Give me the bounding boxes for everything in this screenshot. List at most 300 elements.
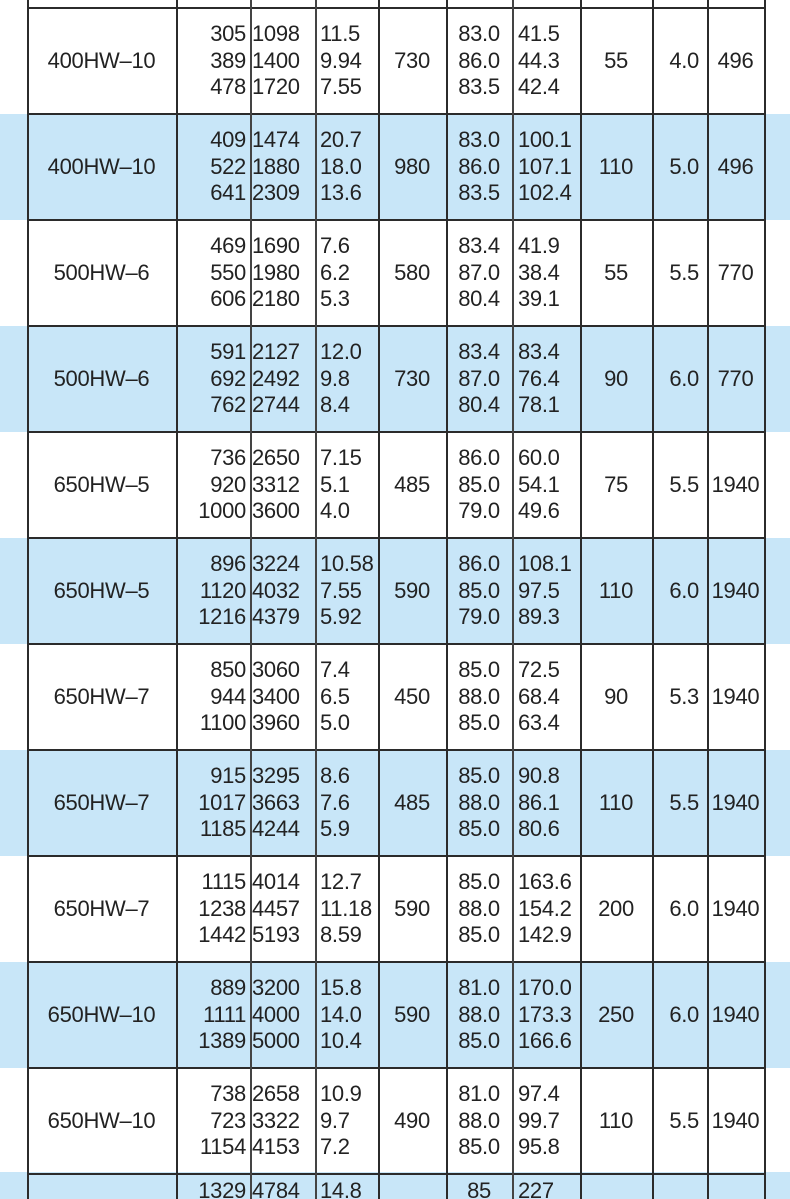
model-cell-value: 650HW–5 xyxy=(53,577,150,603)
flow-ls-cell-value: 1185 xyxy=(199,816,246,842)
shaft-power-cell-value: 99.7 xyxy=(518,1107,560,1133)
flow-m3h-cell xyxy=(250,8,314,114)
weight-cell xyxy=(707,8,764,114)
speed-cell xyxy=(378,432,446,538)
shaft-power-cell-value: 83.4 xyxy=(518,339,560,365)
shaft-power-cell-value: 107.1 xyxy=(518,153,572,179)
flow-ls-cell xyxy=(176,644,250,750)
column-divider xyxy=(652,0,654,1199)
flow-m3h-cell-value: 3400 xyxy=(252,683,300,709)
flow-m3h-cell xyxy=(250,962,314,1068)
head-cell xyxy=(316,750,378,856)
efficiency-cell-value: 83.4 xyxy=(458,339,500,365)
efficiency-cell-value: 87.0 xyxy=(458,259,500,285)
flow-m3h-cell-value: 1098 xyxy=(252,21,300,47)
flow-ls-cell-value: 762 xyxy=(210,392,246,418)
npsh-cell-value: 5.5 xyxy=(669,789,699,815)
weight-cell xyxy=(707,538,764,644)
speed-cell-value: 980 xyxy=(394,153,430,179)
shaft-power-cell-value: 163.6 xyxy=(518,869,572,895)
flow-m3h-cell-value: 3600 xyxy=(252,498,300,524)
efficiency-cell-value: 85.0 xyxy=(458,869,500,895)
shaft-power-cell xyxy=(512,750,580,856)
flow-m3h-cell-value: 3060 xyxy=(252,657,300,683)
npsh-cell-value: 6.0 xyxy=(669,1001,699,1027)
head-cell xyxy=(316,644,378,750)
flow-ls-cell-value: 1000 xyxy=(198,498,246,524)
npsh-cell xyxy=(652,962,707,1068)
efficiency-cell-value: 81.0 xyxy=(458,975,500,1001)
head-cell-value: 5.1 xyxy=(320,471,350,497)
column-divider xyxy=(378,0,380,1199)
model-cell-value: 400HW–10 xyxy=(47,153,156,179)
efficiency-cell-value: 79.0 xyxy=(458,498,500,524)
row-divider xyxy=(27,1173,765,1175)
flow-ls-cell-value: 409 xyxy=(210,127,246,153)
flow-m3h-cell-value: 2744 xyxy=(252,392,300,418)
partial-value: 1329 xyxy=(198,1178,246,1199)
motor-power-cell xyxy=(580,114,652,220)
npsh-cell xyxy=(652,750,707,856)
efficiency-cell-value: 83.0 xyxy=(458,127,500,153)
efficiency-cell-value: 86.0 xyxy=(458,47,500,73)
partial-efficiency-cell xyxy=(446,1172,512,1199)
flow-ls-cell xyxy=(176,1068,250,1174)
head-cell-value: 15.8 xyxy=(320,975,362,1001)
flow-ls-cell-value: 738 xyxy=(210,1081,246,1107)
head-cell-value: 12.7 xyxy=(320,869,362,895)
npsh-cell xyxy=(652,8,707,114)
column-divider xyxy=(580,0,582,1199)
speed-cell xyxy=(378,1068,446,1174)
model-cell xyxy=(27,432,176,538)
flow-m3h-cell-value: 2658 xyxy=(252,1081,300,1107)
efficiency-cell xyxy=(446,8,512,114)
shaft-power-cell xyxy=(512,326,580,432)
flow-m3h-cell-value: 2180 xyxy=(252,286,300,312)
shaft-power-cell-value: 97.4 xyxy=(518,1081,560,1107)
npsh-cell-value: 6.0 xyxy=(669,895,699,921)
table-row xyxy=(0,856,790,962)
flow-m3h-cell-value: 3322 xyxy=(252,1107,300,1133)
efficiency-cell-value: 80.4 xyxy=(458,286,500,312)
model-cell xyxy=(27,856,176,962)
flow-ls-cell-value: 591 xyxy=(210,339,246,365)
row-divider xyxy=(27,749,765,751)
weight-cell-value: 1940 xyxy=(711,1107,760,1133)
shaft-power-cell xyxy=(512,538,580,644)
motor-power-cell xyxy=(580,750,652,856)
model-cell-value: 400HW–10 xyxy=(47,47,156,73)
flow-m3h-cell-value: 5000 xyxy=(252,1028,300,1054)
efficiency-cell xyxy=(446,538,512,644)
efficiency-cell-value: 88.0 xyxy=(458,683,500,709)
flow-ls-cell-value: 641 xyxy=(210,180,246,206)
head-cell-value: 5.92 xyxy=(320,604,362,630)
motor-power-cell xyxy=(580,856,652,962)
shaft-power-cell-value: 54.1 xyxy=(518,471,560,497)
motor-power-cell xyxy=(580,538,652,644)
flow-m3h-cell-value: 2650 xyxy=(252,445,300,471)
head-cell-value: 7.6 xyxy=(320,789,350,815)
model-cell-value: 650HW–10 xyxy=(47,1107,156,1133)
model-cell-value: 500HW–6 xyxy=(53,365,150,391)
motor-power-cell-value: 110 xyxy=(598,153,634,179)
speed-cell xyxy=(378,856,446,962)
flow-m3h-cell-value: 1980 xyxy=(252,259,300,285)
weight-cell xyxy=(707,326,764,432)
model-cell xyxy=(27,326,176,432)
head-cell-value: 9.94 xyxy=(320,47,362,73)
flow-ls-cell-value: 920 xyxy=(210,471,246,497)
shaft-power-cell-value: 166.6 xyxy=(518,1028,572,1054)
head-cell-value: 5.3 xyxy=(320,286,350,312)
model-cell-value: 650HW–7 xyxy=(53,683,150,709)
table-row xyxy=(0,1068,790,1174)
efficiency-cell-value: 83.5 xyxy=(458,74,500,100)
table-row xyxy=(0,220,790,326)
efficiency-cell-value: 79.0 xyxy=(458,604,500,630)
partial-flow-ls-cell xyxy=(176,1172,250,1199)
shaft-power-cell-value: 95.8 xyxy=(518,1134,560,1160)
flow-m3h-cell-value: 2492 xyxy=(252,365,300,391)
row-divider xyxy=(27,537,765,539)
shaft-power-cell-value: 86.1 xyxy=(518,789,560,815)
head-cell-value: 7.55 xyxy=(320,74,362,100)
shaft-power-cell-value: 39.1 xyxy=(518,286,560,312)
shaft-power-cell-value: 44.3 xyxy=(518,47,560,73)
flow-m3h-cell-value: 3295 xyxy=(252,763,300,789)
head-cell xyxy=(316,856,378,962)
head-cell-value: 7.4 xyxy=(320,657,350,683)
flow-m3h-cell-value: 4032 xyxy=(252,577,300,603)
efficiency-cell-value: 85.0 xyxy=(458,1134,500,1160)
flow-ls-cell xyxy=(176,962,250,1068)
npsh-cell xyxy=(652,538,707,644)
row-divider xyxy=(27,431,765,433)
head-cell-value: 7.2 xyxy=(320,1134,350,1160)
flow-ls-cell-value: 1216 xyxy=(198,604,246,630)
flow-m3h-cell-value: 1400 xyxy=(252,47,300,73)
shaft-power-cell-value: 49.6 xyxy=(518,498,560,524)
shaft-power-cell-value: 41.5 xyxy=(518,21,560,47)
npsh-cell xyxy=(652,856,707,962)
motor-power-cell xyxy=(580,326,652,432)
column-divider xyxy=(707,0,709,1199)
flow-ls-cell-value: 1389 xyxy=(198,1028,246,1054)
column-divider xyxy=(176,0,178,1199)
head-cell-value: 18.0 xyxy=(320,153,362,179)
head-cell-value: 5.0 xyxy=(320,710,350,736)
shaft-power-cell xyxy=(512,1068,580,1174)
shaft-power-cell-value: 142.9 xyxy=(518,922,572,948)
shaft-power-cell-value: 89.3 xyxy=(518,604,560,630)
shaft-power-cell-value: 90.8 xyxy=(518,763,560,789)
flow-ls-cell-value: 736 xyxy=(210,445,246,471)
efficiency-cell-value: 85.0 xyxy=(458,763,500,789)
shaft-power-cell-value: 42.4 xyxy=(518,74,560,100)
weight-cell-value: 770 xyxy=(717,365,754,391)
head-cell-value: 11.5 xyxy=(320,21,360,47)
npsh-cell-value: 5.5 xyxy=(669,259,699,285)
efficiency-cell-value: 85.0 xyxy=(458,1028,500,1054)
motor-power-cell-value: 55 xyxy=(604,47,628,73)
flow-ls-cell-value: 1100 xyxy=(199,710,246,736)
flow-ls-cell xyxy=(176,220,250,326)
weight-cell xyxy=(707,432,764,538)
npsh-cell xyxy=(652,644,707,750)
head-cell-value: 10.4 xyxy=(320,1028,362,1054)
flow-ls-cell-value: 850 xyxy=(210,657,246,683)
motor-power-cell-value: 200 xyxy=(598,895,634,921)
motor-power-cell-value: 110 xyxy=(598,789,634,815)
flow-ls-cell xyxy=(176,856,250,962)
table-row xyxy=(0,644,790,750)
table-row xyxy=(0,750,790,856)
efficiency-cell-value: 85.0 xyxy=(458,922,500,948)
flow-ls-cell-value: 305 xyxy=(210,21,246,47)
flow-m3h-cell-value: 3312 xyxy=(252,471,300,497)
model-cell xyxy=(27,644,176,750)
head-cell-value: 7.55 xyxy=(320,577,362,603)
efficiency-cell xyxy=(446,750,512,856)
head-cell-value: 7.6 xyxy=(320,233,350,259)
efficiency-cell-value: 83.4 xyxy=(458,233,500,259)
row-divider xyxy=(27,219,765,221)
shaft-power-cell xyxy=(512,432,580,538)
speed-cell-value: 490 xyxy=(394,1107,430,1133)
shaft-power-cell xyxy=(512,8,580,114)
flow-m3h-cell-value: 3663 xyxy=(252,789,300,815)
speed-cell xyxy=(378,750,446,856)
efficiency-cell xyxy=(446,856,512,962)
partial-flow-m3h-cell xyxy=(250,1172,314,1199)
speed-cell xyxy=(378,962,446,1068)
shaft-power-cell xyxy=(512,220,580,326)
npsh-cell-value: 5.5 xyxy=(669,1107,699,1133)
efficiency-cell-value: 88.0 xyxy=(458,895,500,921)
speed-cell-value: 590 xyxy=(394,577,430,603)
head-cell-value: 8.4 xyxy=(320,392,350,418)
head-cell xyxy=(316,8,378,114)
speed-cell-value: 730 xyxy=(394,47,430,73)
model-cell xyxy=(27,538,176,644)
head-cell xyxy=(316,114,378,220)
shaft-power-cell xyxy=(512,962,580,1068)
npsh-cell-value: 5.0 xyxy=(669,153,699,179)
shaft-power-cell-value: 41.9 xyxy=(518,233,560,259)
partial-head-cell xyxy=(316,1172,378,1199)
efficiency-cell-value: 86.0 xyxy=(458,445,500,471)
partial-value: 14.8 xyxy=(320,1178,362,1199)
flow-m3h-cell xyxy=(250,644,314,750)
npsh-cell xyxy=(652,432,707,538)
motor-power-cell-value: 110 xyxy=(598,577,634,603)
weight-cell-value: 1940 xyxy=(711,789,760,815)
row-divider xyxy=(27,7,765,9)
table-row xyxy=(0,962,790,1068)
shaft-power-cell-value: 108.1 xyxy=(518,551,572,577)
flow-ls-cell-value: 1238 xyxy=(198,895,246,921)
motor-power-cell xyxy=(580,644,652,750)
flow-ls-cell-value: 915 xyxy=(210,763,246,789)
row-divider xyxy=(27,1067,765,1069)
flow-ls-cell-value: 1442 xyxy=(198,922,246,948)
weight-cell-value: 1940 xyxy=(711,683,760,709)
npsh-cell xyxy=(652,1068,707,1174)
flow-ls-cell-value: 522 xyxy=(210,153,246,179)
efficiency-cell-value: 86.0 xyxy=(458,153,500,179)
efficiency-cell-value: 85.0 xyxy=(458,816,500,842)
npsh-cell-value: 4.0 xyxy=(669,47,699,73)
column-divider xyxy=(764,0,766,1199)
npsh-cell-value: 6.0 xyxy=(669,365,699,391)
efficiency-cell xyxy=(446,644,512,750)
motor-power-cell xyxy=(580,1068,652,1174)
flow-ls-cell-value: 1154 xyxy=(199,1134,246,1160)
speed-cell xyxy=(378,644,446,750)
table-row xyxy=(0,8,790,114)
weight-cell-value: 1940 xyxy=(711,471,760,497)
speed-cell-value: 485 xyxy=(394,471,430,497)
shaft-power-cell-value: 72.5 xyxy=(518,657,560,683)
flow-ls-cell xyxy=(176,432,250,538)
shaft-power-cell xyxy=(512,644,580,750)
head-cell xyxy=(316,220,378,326)
head-cell-value: 9.8 xyxy=(320,365,350,391)
flow-m3h-cell xyxy=(250,750,314,856)
head-cell xyxy=(316,962,378,1068)
flow-m3h-cell-value: 4457 xyxy=(252,895,300,921)
flow-ls-cell-value: 469 xyxy=(210,233,246,259)
shaft-power-cell-value: 38.4 xyxy=(518,259,560,285)
table-row xyxy=(0,114,790,220)
flow-m3h-cell-value: 5193 xyxy=(252,922,300,948)
head-cell-value: 20.7 xyxy=(320,127,362,153)
speed-cell-value: 730 xyxy=(394,365,430,391)
npsh-cell xyxy=(652,220,707,326)
head-cell-value: 8.59 xyxy=(320,922,362,948)
flow-m3h-cell xyxy=(250,114,314,220)
flow-ls-cell-value: 889 xyxy=(210,975,246,1001)
efficiency-cell-value: 85.0 xyxy=(458,657,500,683)
efficiency-cell xyxy=(446,326,512,432)
shaft-power-cell-value: 76.4 xyxy=(518,365,560,391)
flow-m3h-cell-value: 1690 xyxy=(252,233,300,259)
row-divider xyxy=(27,113,765,115)
model-cell xyxy=(27,220,176,326)
flow-ls-cell-value: 1115 xyxy=(201,869,246,895)
head-cell-value: 8.6 xyxy=(320,763,350,789)
table-row xyxy=(0,432,790,538)
weight-cell xyxy=(707,114,764,220)
efficiency-cell xyxy=(446,1068,512,1174)
head-cell xyxy=(316,326,378,432)
model-cell xyxy=(27,962,176,1068)
shaft-power-cell-value: 80.6 xyxy=(518,816,560,842)
efficiency-cell-value: 88.0 xyxy=(458,1107,500,1133)
shaft-power-cell-value: 154.2 xyxy=(518,895,572,921)
partial-value: 4784 xyxy=(252,1178,300,1199)
flow-m3h-cell-value: 4379 xyxy=(252,604,300,630)
flow-ls-cell xyxy=(176,326,250,432)
flow-ls-cell xyxy=(176,8,250,114)
table-row-partial xyxy=(0,1172,790,1199)
npsh-cell-value: 6.0 xyxy=(669,577,699,603)
npsh-cell-value: 5.3 xyxy=(669,683,699,709)
shaft-power-cell-value: 63.4 xyxy=(518,710,560,736)
column-divider xyxy=(250,0,252,1199)
flow-ls-cell-value: 896 xyxy=(210,551,246,577)
flow-ls-cell xyxy=(176,538,250,644)
flow-ls-cell xyxy=(176,114,250,220)
weight-cell-value: 496 xyxy=(717,47,754,73)
efficiency-cell-value: 85.0 xyxy=(458,577,500,603)
flow-m3h-cell-value: 3200 xyxy=(252,975,300,1001)
head-cell-value: 10.9 xyxy=(320,1081,362,1107)
flow-ls-cell xyxy=(176,750,250,856)
flow-ls-cell-value: 1111 xyxy=(203,1001,246,1027)
column-divider xyxy=(512,0,514,1199)
npsh-cell xyxy=(652,326,707,432)
weight-cell xyxy=(707,750,764,856)
efficiency-cell xyxy=(446,220,512,326)
head-cell-value: 6.2 xyxy=(320,259,350,285)
weight-cell xyxy=(707,644,764,750)
motor-power-cell-value: 90 xyxy=(604,683,628,709)
head-cell-value: 5.9 xyxy=(320,816,350,842)
speed-cell xyxy=(378,326,446,432)
flow-ls-cell-value: 478 xyxy=(210,74,246,100)
flow-ls-cell-value: 550 xyxy=(210,259,246,285)
motor-power-cell-value: 250 xyxy=(598,1001,634,1027)
weight-cell-value: 496 xyxy=(717,153,754,179)
head-cell-value: 14.0 xyxy=(320,1001,362,1027)
flow-m3h-cell xyxy=(250,432,314,538)
head-cell-value: 10.58 xyxy=(320,551,374,577)
column-divider xyxy=(446,0,448,1199)
flow-m3h-cell xyxy=(250,1068,314,1174)
shaft-power-cell-value: 68.4 xyxy=(518,683,560,709)
flow-m3h-cell-value: 2127 xyxy=(252,339,300,365)
partial-shaft-power-cell xyxy=(512,1172,580,1199)
model-cell xyxy=(27,114,176,220)
shaft-power-cell-value: 102.4 xyxy=(518,180,572,206)
flow-m3h-cell-value: 4014 xyxy=(252,869,300,895)
partial-value: 85 xyxy=(467,1178,491,1199)
motor-power-cell xyxy=(580,962,652,1068)
motor-power-cell-value: 55 xyxy=(604,259,628,285)
efficiency-cell xyxy=(446,114,512,220)
head-cell-value: 6.5 xyxy=(320,683,350,709)
model-cell-value: 650HW–7 xyxy=(53,789,150,815)
shaft-power-cell-value: 100.1 xyxy=(518,127,572,153)
motor-power-cell xyxy=(580,8,652,114)
efficiency-cell-value: 83.5 xyxy=(458,180,500,206)
shaft-power-cell-value: 60.0 xyxy=(518,445,560,471)
table-row xyxy=(0,326,790,432)
shaft-power-cell-value: 170.0 xyxy=(518,975,572,1001)
efficiency-cell-value: 83.0 xyxy=(458,21,500,47)
efficiency-cell-value: 80.4 xyxy=(458,392,500,418)
flow-ls-cell-value: 1120 xyxy=(199,577,246,603)
head-cell xyxy=(316,432,378,538)
model-cell xyxy=(27,8,176,114)
speed-cell-value: 485 xyxy=(394,789,430,815)
model-cell xyxy=(27,1068,176,1174)
flow-m3h-cell-value: 1880 xyxy=(252,153,300,179)
speed-cell-value: 590 xyxy=(394,1001,430,1027)
